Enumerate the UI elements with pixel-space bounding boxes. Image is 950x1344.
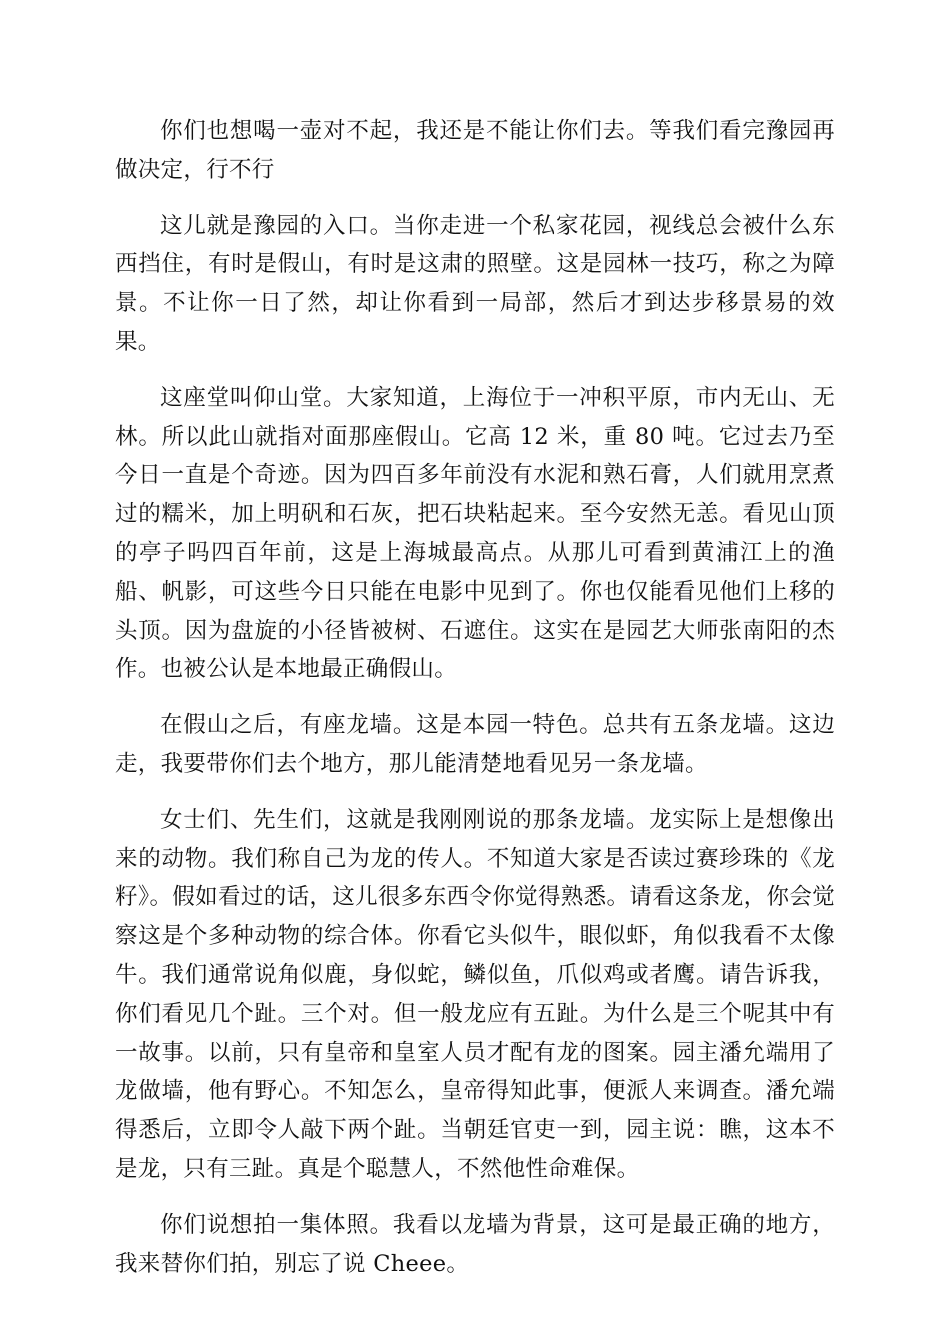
paragraph-6: 你们说想拍一集体照。我看以龙墙为背景，这可是最正确的地方，我来替你们拍，别忘了说 Cheee。 bbox=[115, 1211, 835, 1277]
paragraph-4: 在假山之后，有座龙墙。这是本园一特色。总共有五条龙墙。这边走，我要带你们去个地方，那儿能清楚地看见另一条龙墙。 bbox=[115, 712, 835, 777]
document-page bbox=[115, 112, 835, 1300]
paragraph-2: 这儿就是豫园的入口。当你走进一个私家花园，视线总会被什么东西挡住，有时是假山，有时是这肃的照壁。这是园林一技巧，称之为障景。不让你一日了然，却让你看到一局部，然后才到达步移景易的效果。 bbox=[115, 212, 835, 355]
paragraph-3: 这座堂叫仰山堂。大家知道，上海位于一冲积平原，市内无山、无林。所以此山就指对面那座假山。它高 12 米，重 80 吨。它过去乃至今日一直是个奇迹。因为四百多年前没有水泥和熟石膏，人们就用烹煮过的糯米，加上明矾和石灰，把石块粘起来。至今安然无恙。看见山顶的亭子吗四百年前，这是上海城最高点。从那儿可看到黄浦江上的渔船、帆影，可这些今日只能在电影中见到了。你也仅能看见他们上移的头顶。因为盘旋的小径皆被树、石遮住。这实在是园艺大师张南阳的杰作。也被公认是本地最正确假山。 bbox=[115, 384, 835, 683]
paragraph-1: 你们也想喝一壶对不起，我还是不能让你们去。等我们看完豫园再做决定，行不行 bbox=[115, 118, 835, 183]
paragraph-5: 女士们、先生们，这就是我刚刚说的那条龙墙。龙实际上是想像出来的动物。我们称自己为龙的传人。不知道大家是否读过赛珍珠的《龙籽》。假如看过的话，这儿很多东西令你觉得熟悉。请看这条龙，你会觉察这是个多种动物的综合体。你看它头似牛，眼似虾，角似我看不太像牛。我们通常说角似鹿，身似蛇，鳞似鱼，爪似鸡或者鹰。请告诉我，你们看见几个趾。三个对。但一般龙应有五趾。为什么是三个呢其中有一故事。以前，只有皇帝和皇室人员才配有龙的图案。园主潘允端用了龙做墙，他有野心。不知怎么，皇帝得知此事，便派人来调查。潘允端得悉后，立即令人敲下两个趾。当朝廷官吏一到，园主说：瞧，这本不是龙，只有三趾。真是个聪慧人，不然他性命难保。 bbox=[115, 806, 835, 1182]
